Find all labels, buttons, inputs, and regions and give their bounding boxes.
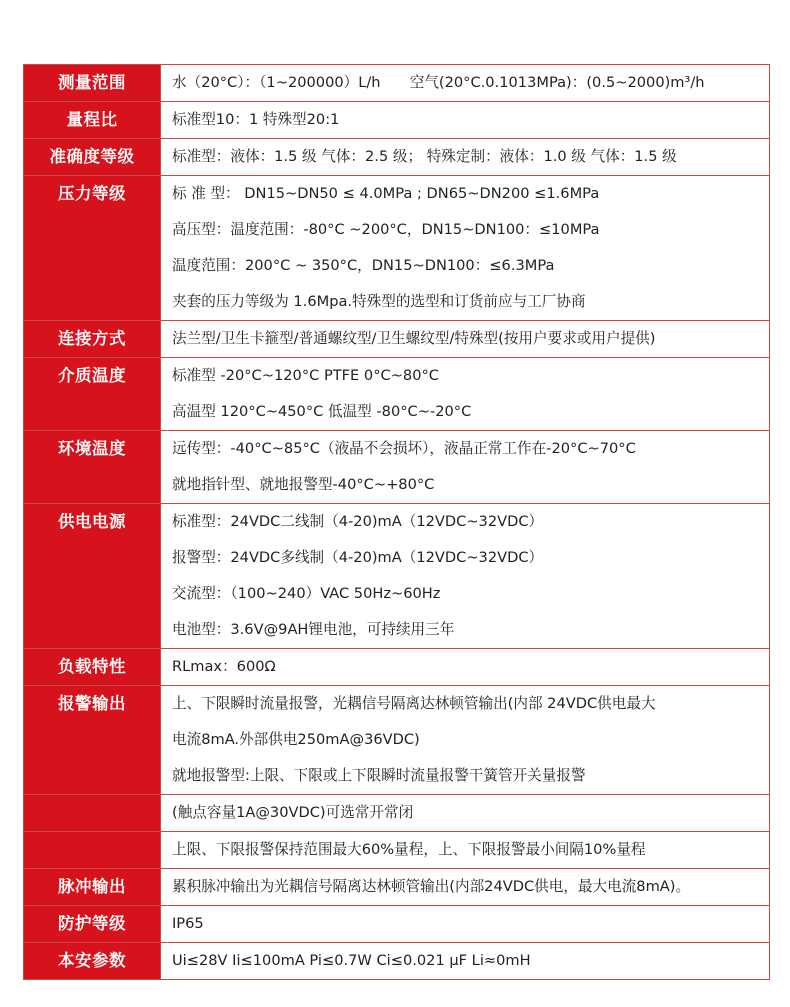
spec-value: [161, 321, 770, 358]
spec-label: [24, 832, 161, 869]
spec-value-line: RLmax：600Ω: [172, 658, 276, 675]
spec-label: 连接方式: [24, 321, 161, 358]
spec-table: [23, 64, 770, 980]
spec-label: [24, 795, 161, 832]
spec-value: [161, 431, 770, 504]
spec-row: [24, 906, 770, 943]
spec-value-line: 标 准 型： DN15~DN50 ≤ 4.0MPa ; DN65~DN200 ≤1.6MPa: [172, 185, 600, 202]
spec-row: [24, 795, 770, 832]
spec-value: [161, 906, 770, 943]
spec-value-line: 上、下限瞬时流量报警，光耦信号隔离达林顿管输出(内部 24VDC供电最大: [172, 695, 656, 712]
spec-label: 防护等级: [24, 906, 161, 943]
spec-row: [24, 431, 770, 504]
spec-value-line: 高温型 120°C~450°C 低温型 -80°C~-20°C: [172, 403, 472, 420]
spec-value-line: 标准型 -20°C~120°C PTFE 0°C~80°C: [172, 367, 439, 384]
spec-value: [161, 176, 770, 321]
spec-value: [161, 65, 770, 102]
spec-value-line: 标准型10：1 特殊型20:1: [172, 111, 340, 128]
spec-row: [24, 943, 770, 980]
spec-value-line: 就地报警型:上限、下限或上下限瞬时流量报警干簧管开关量报警: [172, 767, 586, 784]
spec-value-line: 法兰型/卫生卡箍型/普通螺纹型/卫生螺纹型/特殊型(按用户要求或用户提供): [172, 330, 656, 347]
spec-row: [24, 65, 770, 102]
spec-value: [161, 686, 770, 795]
spec-value-line: 电池型：3.6V@9AH锂电池，可持续用三年: [172, 621, 455, 638]
spec-label: 负载特性: [24, 649, 161, 686]
spec-value-line: 标准型：液体：1.5 级 气体：2.5 级； 特殊定制：液体：1.0 级 气体：1.5 级: [172, 148, 677, 165]
spec-label: 供电电源: [24, 504, 161, 649]
spec-label: 量程比: [24, 102, 161, 139]
spec-row: [24, 649, 770, 686]
spec-row: [24, 686, 770, 795]
spec-row: [24, 102, 770, 139]
spec-label: 介质温度: [24, 358, 161, 431]
spec-row: [24, 869, 770, 906]
spec-table-body: [24, 65, 770, 980]
spec-value-line: 温度范围：200°C ~ 350°C，DN15~DN100：≤6.3MPa: [172, 257, 555, 274]
spec-row: [24, 321, 770, 358]
spec-value-line: 水（20°C）：（1~200000）L/h 空气(20°C.0.1013MPa)：(0.5~2000)m³/h: [172, 74, 705, 91]
spec-value-line: (触点容量1A@30VDC)可选常开常闭: [172, 804, 414, 821]
spec-value-line: Ui≤28V Ii≤100mA Pi≤0.7W Ci≤0.021 μF Li≈0mH: [172, 952, 531, 969]
spec-row: [24, 139, 770, 176]
spec-value-line: 远传型：-40°C~85°C（液晶不会损坏），液晶正常工作在-20°C~70°C: [172, 440, 636, 457]
spec-label: 报警输出: [24, 686, 161, 795]
spec-value: [161, 358, 770, 431]
spec-value: [161, 795, 770, 832]
spec-label: 脉冲输出: [24, 869, 161, 906]
spec-value: [161, 649, 770, 686]
spec-row: [24, 832, 770, 869]
spec-label: 环境温度: [24, 431, 161, 504]
spec-value: [161, 139, 770, 176]
spec-value-line: 累积脉冲输出为光耦信号隔离达林顿管输出(内部24VDC供电，最大电流8mA)。: [172, 878, 691, 895]
spec-value-line: 报警型：24VDC多线制（4-20)mA（12VDC~32VDC）: [172, 549, 544, 566]
spec-value-line: 就地指针型、就地报警型-40°C~+80°C: [172, 476, 435, 493]
spec-value: [161, 504, 770, 649]
spec-value-line: 电流8mA.外部供电250mA@36VDC): [172, 731, 420, 748]
spec-value: [161, 102, 770, 139]
spec-value: [161, 869, 770, 906]
spec-value-line: 夹套的压力等级为 1.6Mpa.特殊型的选型和订货前应与工厂协商: [172, 293, 586, 310]
spec-label: 准确度等级: [24, 139, 161, 176]
spec-value-line: 交流型：（100~240）VAC 50Hz~60Hz: [172, 585, 441, 602]
spec-label: 测量范围: [24, 65, 161, 102]
spec-value: [161, 943, 770, 980]
spec-label: 压力等级: [24, 176, 161, 321]
spec-value-line: 高压型：温度范围：-80°C ~200°C，DN15~DN100：≤10MPa: [172, 221, 600, 238]
spec-value: [161, 832, 770, 869]
spec-value-line: 标准型：24VDC二线制（4-20)mA（12VDC~32VDC）: [172, 513, 544, 530]
spec-label: 本安参数: [24, 943, 161, 980]
spec-row: [24, 504, 770, 649]
spec-row: [24, 176, 770, 321]
spec-value-line: 上限、下限报警保持范围最大60%量程，上、下限报警最小间隔10%量程: [172, 841, 646, 858]
spec-value-line: IP65: [172, 915, 204, 932]
spec-row: [24, 358, 770, 431]
